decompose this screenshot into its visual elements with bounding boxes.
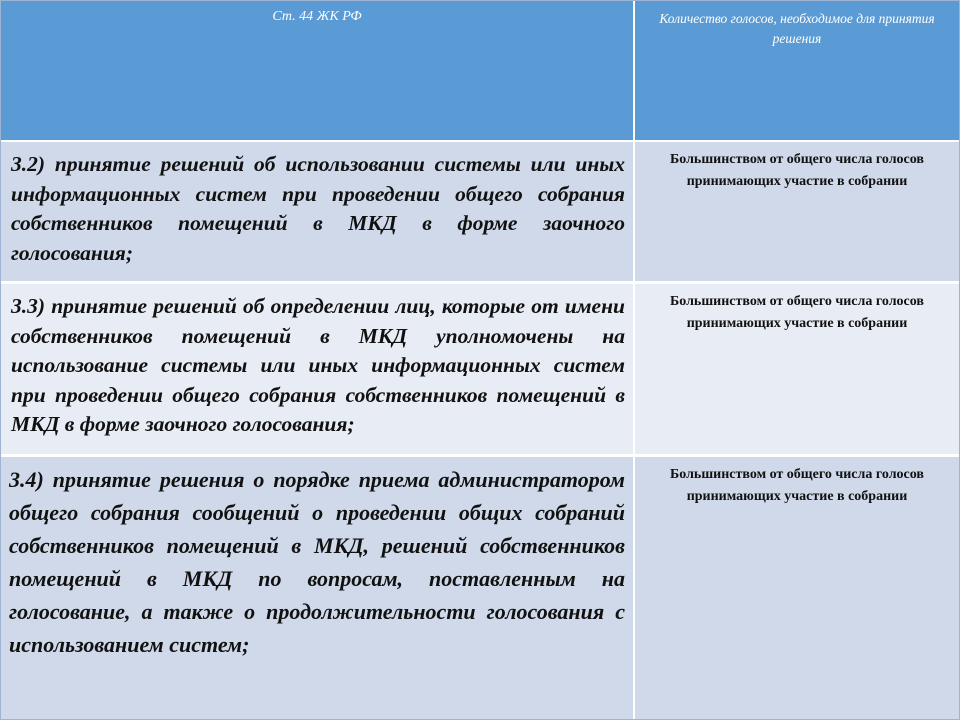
- row-text: 3.2) принятие решений об использовании системы или иных информационных систем при проведении общего собрания собственников помещений в МКД в форме заочного голосования;: [11, 152, 625, 265]
- row-text-cell: [1, 457, 635, 719]
- table-row: [1, 282, 959, 454]
- row-votes-cell: [635, 284, 959, 454]
- table-row: [1, 141, 959, 281]
- row-votes: Большинством от общего числа голосов принимающих участие в собрании: [670, 294, 924, 331]
- row-text: 3.3) принятие решений об определении лиц, которые от имени собственников помещений в МКД уполномочены на использование системы или иных информационных систем при проведении общего собрания собственников помещений в МКД в форме заочного голосования;: [11, 294, 625, 436]
- header-article: Ст. 44 ЖК РФ: [1, 1, 635, 140]
- row-text-cell: [1, 142, 635, 281]
- row-text-cell: [1, 284, 635, 454]
- row-votes-cell: [635, 142, 959, 281]
- header-votes: Количество голосов, необходимое для принятия решения: [659, 11, 935, 46]
- row-text: 3.4) принятие решения о порядке приема администратором общего собрания сообщений о проведении общих собраний собственников помещений в МКД, решений собственников помещений в МКД по вопросам, поставленным на голосование, а также о продолжительности голосования с использованием систем;: [9, 467, 625, 657]
- row-votes-cell: [635, 457, 959, 719]
- table-row: [1, 455, 959, 719]
- table-header: [1, 1, 959, 140]
- row-votes: Большинством от общего числа голосов принимающих участие в собрании: [670, 467, 924, 504]
- row-votes: Большинством от общего числа голосов принимающих участие в собрании: [670, 152, 924, 189]
